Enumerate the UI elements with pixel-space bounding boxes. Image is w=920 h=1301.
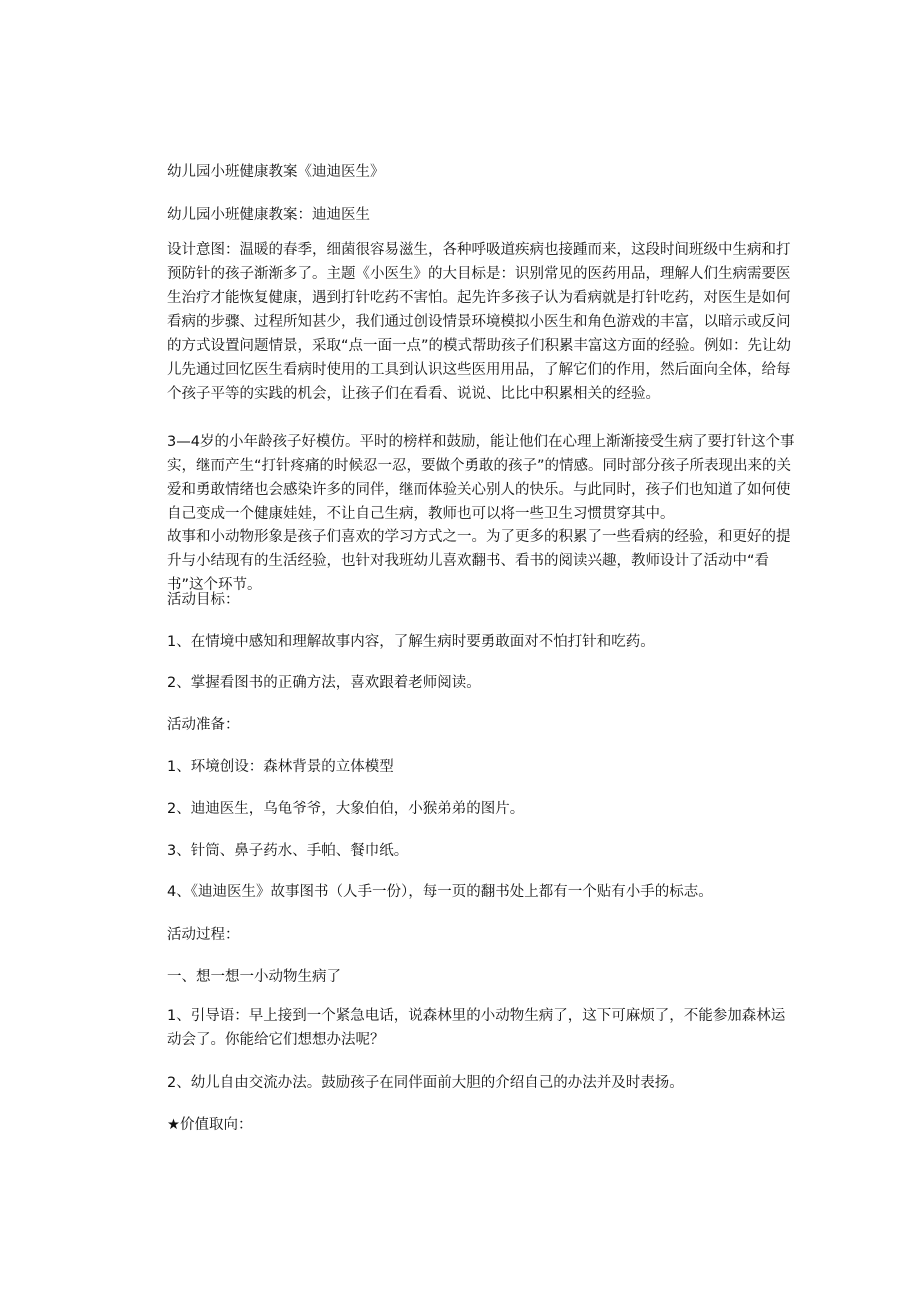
value-heading: ★价值取向： bbox=[167, 1117, 253, 1133]
process-heading: 活动过程： bbox=[167, 927, 240, 943]
preparation-heading: 活动准备： bbox=[167, 717, 240, 733]
document-subtitle: 幼儿园小班健康教案：迪迪医生 bbox=[167, 207, 370, 223]
goal-item-2: 2、掌握看图书的正确方法，喜欢跟着老师阅读。 bbox=[167, 675, 481, 691]
step-1-item-1: 1、引导语：早上接到一个紧急电话，说森林里的小动物生病了，这下可麻烦了，不能参加森林运动会了。你能给它们想想办法呢？ bbox=[167, 1008, 786, 1048]
story-paragraph: 故事和小动物形象是孩子们喜欢的学习方式之一。为了更多的积累了一些看病的经验，和更好的提升与小结现有的生活经验，也针对我班幼儿喜欢翻书、看书的阅读兴趣，教师设计了活动中“看书”这个环节。 bbox=[167, 529, 791, 593]
preparation-item-3: 3、针筒、鼻子药水、手帕、餐巾纸。 bbox=[167, 843, 409, 859]
preparation-item-4: 4、《迪迪医生》故事图书（人手一份），每一页的翻书处上都有一个贴有小手的标志。 bbox=[167, 884, 713, 900]
goal-item-1: 1、在情境中感知和理解故事内容，了解生病时要勇敢面对不怕打针和吃药。 bbox=[167, 634, 655, 650]
step-1-heading: 一、想一想一小动物生病了 bbox=[167, 969, 341, 985]
age-paragraph: 3—4岁的小年龄孩子好模仿。平时的榜样和鼓励，能让他们在心理上渐渐接受生病了要打针这个事实，继而产生“打针疼痛的时候忍一忍，要做个勇敢的孩子”的情感。同时部分孩子所表现出来的关爱和勇敢情绪也会感染许多的同伴，继而体验关心别人的快乐。与此同时，孩子们也知道了如何使自己变成一个健康娃娃，不让自己生病，教师也可以将一些卫生习惯贯穿其中。 bbox=[167, 434, 795, 522]
step-1-item-2: 2、幼儿自由交流办法。鼓励孩子在同伴面前大胆的介绍自己的办法并及时表扬。 bbox=[167, 1075, 684, 1091]
design-intent-paragraph: 设计意图：温暖的春季，细菌很容易滋生，各种呼吸道疾病也接踵而来，这段时间班级中生病和打预防针的孩子渐渐多了。主题《小医生》的大目标是：识别常见的医药用品，理解人们生病需要医生治疗才能恢复健康，遇到打针吃药不害怕。起先许多孩子认为看病就是打针吃药，对医生是如何看病的步骤、过程所知甚少，我们通过创设情景环境模拟小医生和角色游戏的丰富，以暗示或反问的方式设置问题情景，采取“点一面一点”的模式帮助孩子们积累丰富这方面的经验。例如：先让幼儿先通过回忆医生看病时使用的工具到认识这些医用用品，了解它们的作用，然后面向全体，给每个孩子平等的实践的机会，让孩子们在看看、说说、比比中积累相关的经验。 bbox=[167, 242, 792, 402]
goals-heading: 活动目标： bbox=[167, 592, 240, 608]
preparation-item-1: 1、环境创设：森林背景的立体模型 bbox=[167, 759, 394, 775]
preparation-item-2: 2、迪迪医生，乌龟爷爷，大象伯伯，小猴弟弟的图片。 bbox=[167, 801, 525, 817]
document-title: 幼儿园小班健康教案《迪迪医生》 bbox=[167, 164, 385, 180]
